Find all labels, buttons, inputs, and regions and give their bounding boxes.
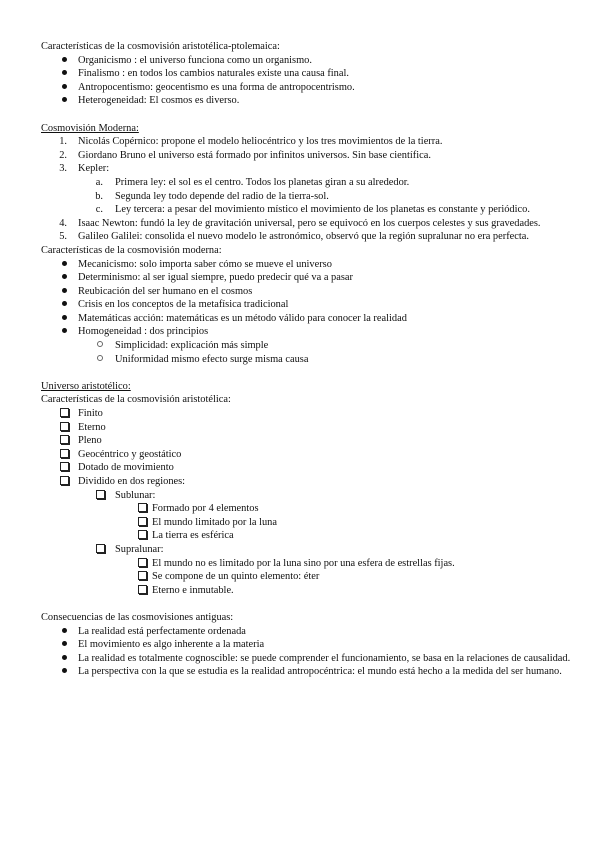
list-item-text: Pleno (78, 435, 102, 447)
list-item-text: Simplicidad: explicación más simple (115, 340, 269, 352)
list-item-text: Isaac Newton: fundó la ley de gravitación universal, pero se equivocó en los cuerpos celestes y sus gravedades. (78, 217, 541, 229)
list-item-text: La realidad está perfectamente ordenada (78, 625, 246, 637)
bullet-icon (57, 652, 71, 666)
list-item (41, 339, 586, 353)
list-item-text: La tierra es esférica (152, 530, 234, 542)
list-item-text: Segunda ley todo depende del radio de la tierra-sol. (115, 190, 329, 202)
list-item (41, 625, 586, 639)
list-item-text: Organicismo : el universo funciona como un organismo. (78, 54, 312, 66)
section-heading: Universo aristotélico: (41, 380, 131, 392)
list-item-text: Giordano Bruno el universo está formado por infinitos universos. Sin base científica. (78, 149, 431, 161)
list-item-text: Supralunar: (115, 543, 164, 555)
list-item (41, 570, 586, 584)
list-item (41, 448, 586, 462)
checkbox-bullet-icon (135, 557, 149, 571)
checkbox-bullet-icon (57, 434, 71, 448)
circle-bullet-icon (93, 339, 107, 353)
checkbox-bullet-icon (135, 570, 149, 584)
list-item (41, 529, 586, 543)
list-item-text: Kepler: (78, 163, 110, 175)
list-item-text: Heterogeneidad: El cosmos es diverso. (78, 95, 240, 107)
bullet-icon (57, 312, 71, 326)
checkbox-bullet-icon (57, 475, 71, 489)
list-item-text: El mundo no es limitado por la luna sino por una esfera de estrellas fijas. (152, 557, 455, 569)
list-item (41, 94, 586, 108)
list-item (41, 638, 586, 652)
list-item-text: Mecanicismo: solo importa saber cómo se mueve el universo (78, 258, 332, 270)
list-item-text: La realidad es totalmente cognoscible: se puede comprender el funcionamiento, se basa en la relaciones de causalidad. (78, 652, 571, 664)
bullet-icon (57, 325, 71, 339)
section-heading: Consecuencias de las cosmovisiones antiguas: (41, 611, 234, 623)
list-item (41, 217, 586, 231)
bullet-icon (57, 67, 71, 81)
list-number: 2. (59, 149, 67, 161)
list-item-text: El movimiento es algo inherente a la materia (78, 639, 265, 651)
list-item (41, 353, 586, 367)
list-item (41, 176, 586, 190)
list-number: 3. (59, 163, 67, 175)
section-heading: Características de la cosmovisión aristotélica: (41, 394, 231, 406)
blank-line (41, 597, 586, 611)
list-item (41, 312, 586, 326)
list-item-text: Formado por 4 elementos (152, 503, 259, 515)
list-item-text: Sublunar: (115, 489, 156, 501)
list-item (41, 230, 586, 244)
list-item (41, 271, 586, 285)
list-item (41, 190, 586, 204)
list-item (41, 421, 586, 435)
list-item-text: El mundo limitado por la luna (152, 516, 277, 528)
checkbox-bullet-icon (93, 543, 107, 557)
list-item (41, 325, 586, 339)
list-item-text: Reubicación del ser humano en el cosmos (78, 285, 253, 297)
list-item-text: Ley tercera: a pesar del movimiento místico el movimiento de los planetas es constante y periódico. (115, 204, 530, 216)
list-item (41, 203, 586, 217)
list-item-text: Finito (78, 408, 103, 420)
list-item-text: Dividido en dos regiones: (78, 476, 186, 487)
checkbox-bullet-icon (135, 584, 149, 598)
list-item (41, 461, 586, 475)
list-item-text: Matemáticas acción: matemáticas es un método válido para conocer la realidad (78, 312, 407, 324)
list-item (41, 584, 586, 598)
list-item-text: Uniformidad mismo efecto surge misma causa (115, 353, 309, 365)
list-item (41, 502, 586, 516)
section-heading: Cosmovisión Moderna: (41, 122, 139, 134)
checkbox-bullet-icon (57, 407, 71, 421)
list-item-text: Primera ley: el sol es el centro. Todos los planetas giran a su alrededor. (115, 176, 410, 188)
section-heading: Características de la cosmovisión moderna: (41, 244, 222, 256)
list-item-text: La perspectiva con la que se estudia es la realidad antropocéntrica: el mundo está hecho a la medida del ser humano. (78, 666, 562, 678)
document-page (41, 40, 586, 679)
blank-line (41, 108, 586, 122)
list-item (41, 434, 586, 448)
list-item-text: Se compone de un quinto elemento: éter (152, 571, 320, 583)
list-number: b. (95, 190, 103, 202)
bullet-icon (57, 54, 71, 68)
bullet-icon (57, 94, 71, 108)
list-number: 1. (59, 136, 67, 148)
list-item (41, 285, 586, 299)
checkbox-bullet-icon (135, 516, 149, 530)
list-item-text: Finalismo : en todos los cambios naturales existe una causa final. (78, 68, 349, 80)
list-item (41, 135, 586, 149)
checkbox-bullet-icon (57, 461, 71, 475)
list-item (41, 54, 586, 68)
list-item-text: Crisis en los conceptos de la metafísica tradicional (78, 299, 289, 311)
bullet-icon (57, 81, 71, 95)
list-item (41, 149, 586, 163)
checkbox-bullet-icon (135, 529, 149, 543)
list-item-text: Determinismo: al ser igual siempre, puedo predecir qué va a pasar (78, 272, 353, 284)
checkbox-bullet-icon (57, 448, 71, 462)
checkbox-bullet-icon (135, 502, 149, 516)
section-heading: Características de la cosmovisión aristotélica-ptolemaica: (41, 41, 280, 52)
list-item (41, 489, 586, 503)
list-item (41, 516, 586, 530)
list-item-text: Homogeneidad : dos principios (78, 326, 209, 338)
checkbox-bullet-icon (57, 421, 71, 435)
list-item (41, 258, 586, 272)
list-item-text: Galileo Galilei: consolida el nuevo modelo le astronómico, observó que la región supralunar no era perfecta. (78, 231, 529, 243)
bullet-icon (57, 638, 71, 652)
list-item-text: Eterno (78, 421, 106, 433)
list-item (41, 162, 586, 176)
bullet-icon (57, 298, 71, 312)
list-number: 5. (59, 231, 67, 243)
bullet-icon (57, 625, 71, 639)
list-item (41, 665, 586, 679)
bullet-icon (57, 271, 71, 285)
list-item (41, 67, 586, 81)
list-item-text: Geocéntrico y geostático (78, 448, 182, 460)
list-number: a. (95, 176, 103, 188)
bullet-icon (57, 665, 71, 679)
list-item (41, 298, 586, 312)
bullet-icon (57, 258, 71, 272)
list-item (41, 557, 586, 571)
list-item (41, 475, 586, 489)
bullet-icon (57, 285, 71, 299)
list-item (41, 652, 586, 666)
list-number: c. (95, 204, 103, 216)
list-number: 4. (59, 217, 67, 229)
list-item (41, 81, 586, 95)
blank-line (41, 366, 586, 380)
list-item-text: Dotado de movimiento (78, 462, 174, 474)
circle-bullet-icon (93, 353, 107, 367)
list-item-text: Antropocentismo: geocentismo es una forma de antropocentrismo. (78, 81, 355, 93)
list-item-text: Eterno e inmutable. (152, 584, 234, 596)
list-item (41, 543, 586, 557)
list-item (41, 407, 586, 421)
checkbox-bullet-icon (93, 489, 107, 503)
list-item-text: Nicolás Copérnico: propone el modelo heliocéntrico y los tres movimientos de la tierra. (78, 136, 443, 148)
